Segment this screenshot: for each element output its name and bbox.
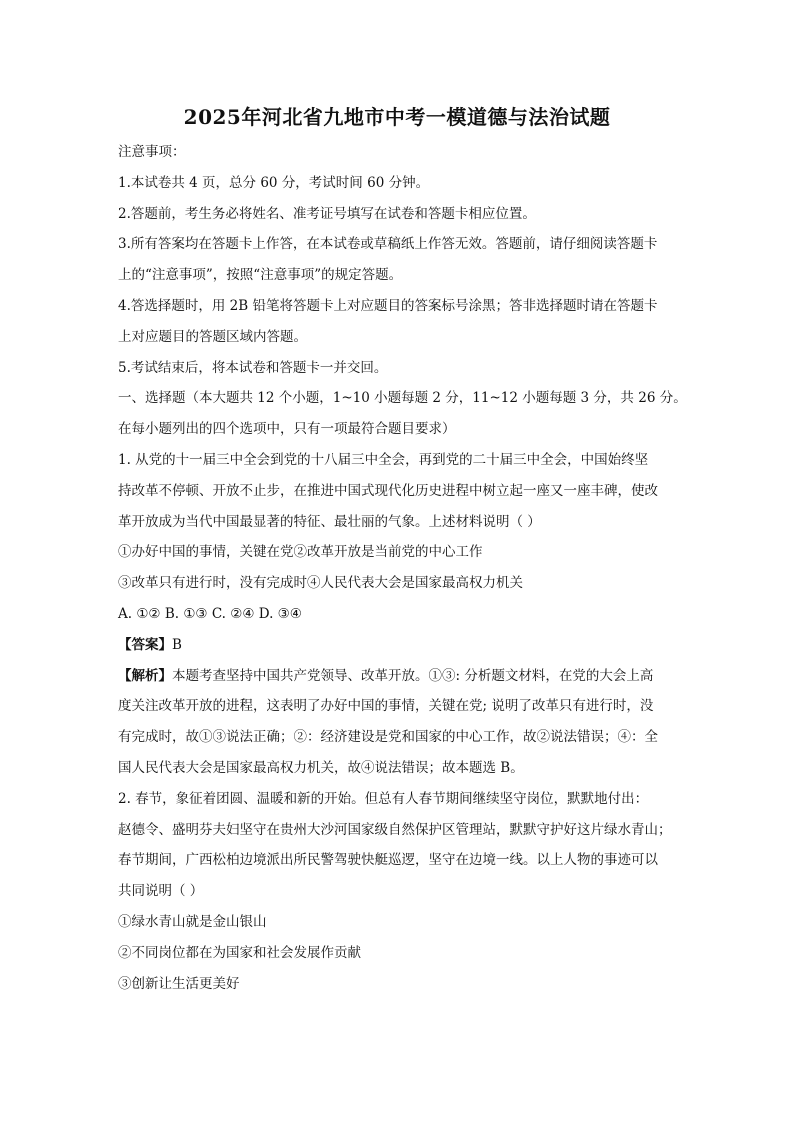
question-2-option-3: ③创新让生活更美好 — [118, 975, 240, 992]
notes-item-4-line-1: 4.答选择题时，用 2B 铅笔将答题卡上对应题目的答案标号涂黑；答非选择题时请在答题卡 — [118, 297, 658, 314]
analysis-label: 【解析】 — [118, 667, 172, 684]
analysis-text: 本题考查坚持中国共产党领导、改革开放。①③: 分析题文材料，在党的大会上高 — [172, 667, 654, 684]
question-1-answer — [118, 635, 678, 655]
question-2-line-1: 2. 春节，象征着团圆、温暖和新的开始。但总有人春节期间继续坚守岗位，默默地付出： — [118, 790, 649, 807]
exam-title: 2025年河北省九地市中考一模道德与法治试题 — [183, 105, 611, 129]
notes-item-5: 5.考试结束后，将本试卷和答题卡一并交回。 — [118, 359, 388, 376]
question-1-choices: A. ①② B. ①③ C. ②④ D. ③④ — [118, 605, 302, 622]
question-1-options-line-2: ③改革只有进行时，没有完成时④人民代表大会是国家最高权力机关 — [118, 575, 523, 592]
question-1-line-1: 1. 从党的十一届三中全会到党的十八届三中全会，再到党的二十届三中全会，中国始终坚 — [118, 451, 649, 468]
section-1-heading-line-1: 一、选择题（本大题共 12 个小题，1~10 小题每题 2 分，11~12 小题每题 3 分，共 26 分。 — [118, 390, 687, 407]
question-1-analysis-line-1 — [118, 666, 678, 686]
question-2-line-3: 春节期间，广西松柏边境派出所民警驾驶快艇巡逻，坚守在边境一线。以上人物的事迹可以 — [118, 852, 658, 869]
notes-item-3-line-2: 上的“注意事项”，按照“注意事项”的规定答题。 — [118, 267, 403, 284]
notes-item-2: 2.答题前，考生务必将姓名、准考证号填写在试卷和答题卡相应位置。 — [118, 205, 536, 222]
question-1-line-2: 持改革不停顿、开放不止步，在推进中国式现代化历史进程中树立起一座又一座丰碑，使改 — [118, 482, 658, 499]
question-2-line-4: 共同说明（ ） — [118, 883, 204, 900]
question-2-option-2: ②不同岗位都在为国家和社会发展作贡献 — [118, 944, 361, 961]
notes-item-3-line-1: 3.所有答案均在答题卡上作答，在本试卷或草稿纸上作答无效。答题前，请仔细阅读答题卡 — [118, 236, 658, 253]
answer-label: 【答案】 — [118, 636, 172, 653]
question-1-options-line-1: ①办好中国的事情，关键在党②改革开放是当前党的中心工作 — [118, 544, 483, 561]
question-1-analysis-line-4: 国人民代表大会是国家最高权力机关，故④说法错误；故本题选 B。 — [118, 759, 524, 776]
exam-content — [118, 142, 687, 1004]
question-1-analysis-line-2: 度关注改革开放的进程，这表明了办好中国的事情，关键在党; 说明了改革只有进行时，没 — [118, 698, 654, 715]
question-2-line-2: 赵德令、盛明芬夫妇坚守在贵州大沙河国家级自然保护区管理站，默默守护好这片绿水青山； — [118, 821, 672, 838]
notes-item-1: 1.本试卷共 4 页，总分 60 分，考试时间 60 分钟。 — [118, 174, 430, 191]
notes-heading: 注意事项： — [118, 144, 186, 160]
section-1-heading-line-2: 在每小题列出的四个选项中，只有一项最符合题目要求） — [118, 421, 456, 438]
question-2-option-1: ①绿水青山就是金山银山 — [118, 913, 267, 930]
answer-value: B — [172, 636, 182, 653]
question-1-analysis-line-3: 有完成时，故①③说法正确；②：经济建设是党和国家的中心工作，故②说法错误；④：全 — [118, 729, 658, 746]
notes-item-4-line-2: 上对应题目的答题区域内答题。 — [118, 328, 307, 345]
question-1-line-3: 革开放成为当代中国最显著的特征、最壮丽的气象。上述材料说明（ ） — [118, 513, 541, 530]
